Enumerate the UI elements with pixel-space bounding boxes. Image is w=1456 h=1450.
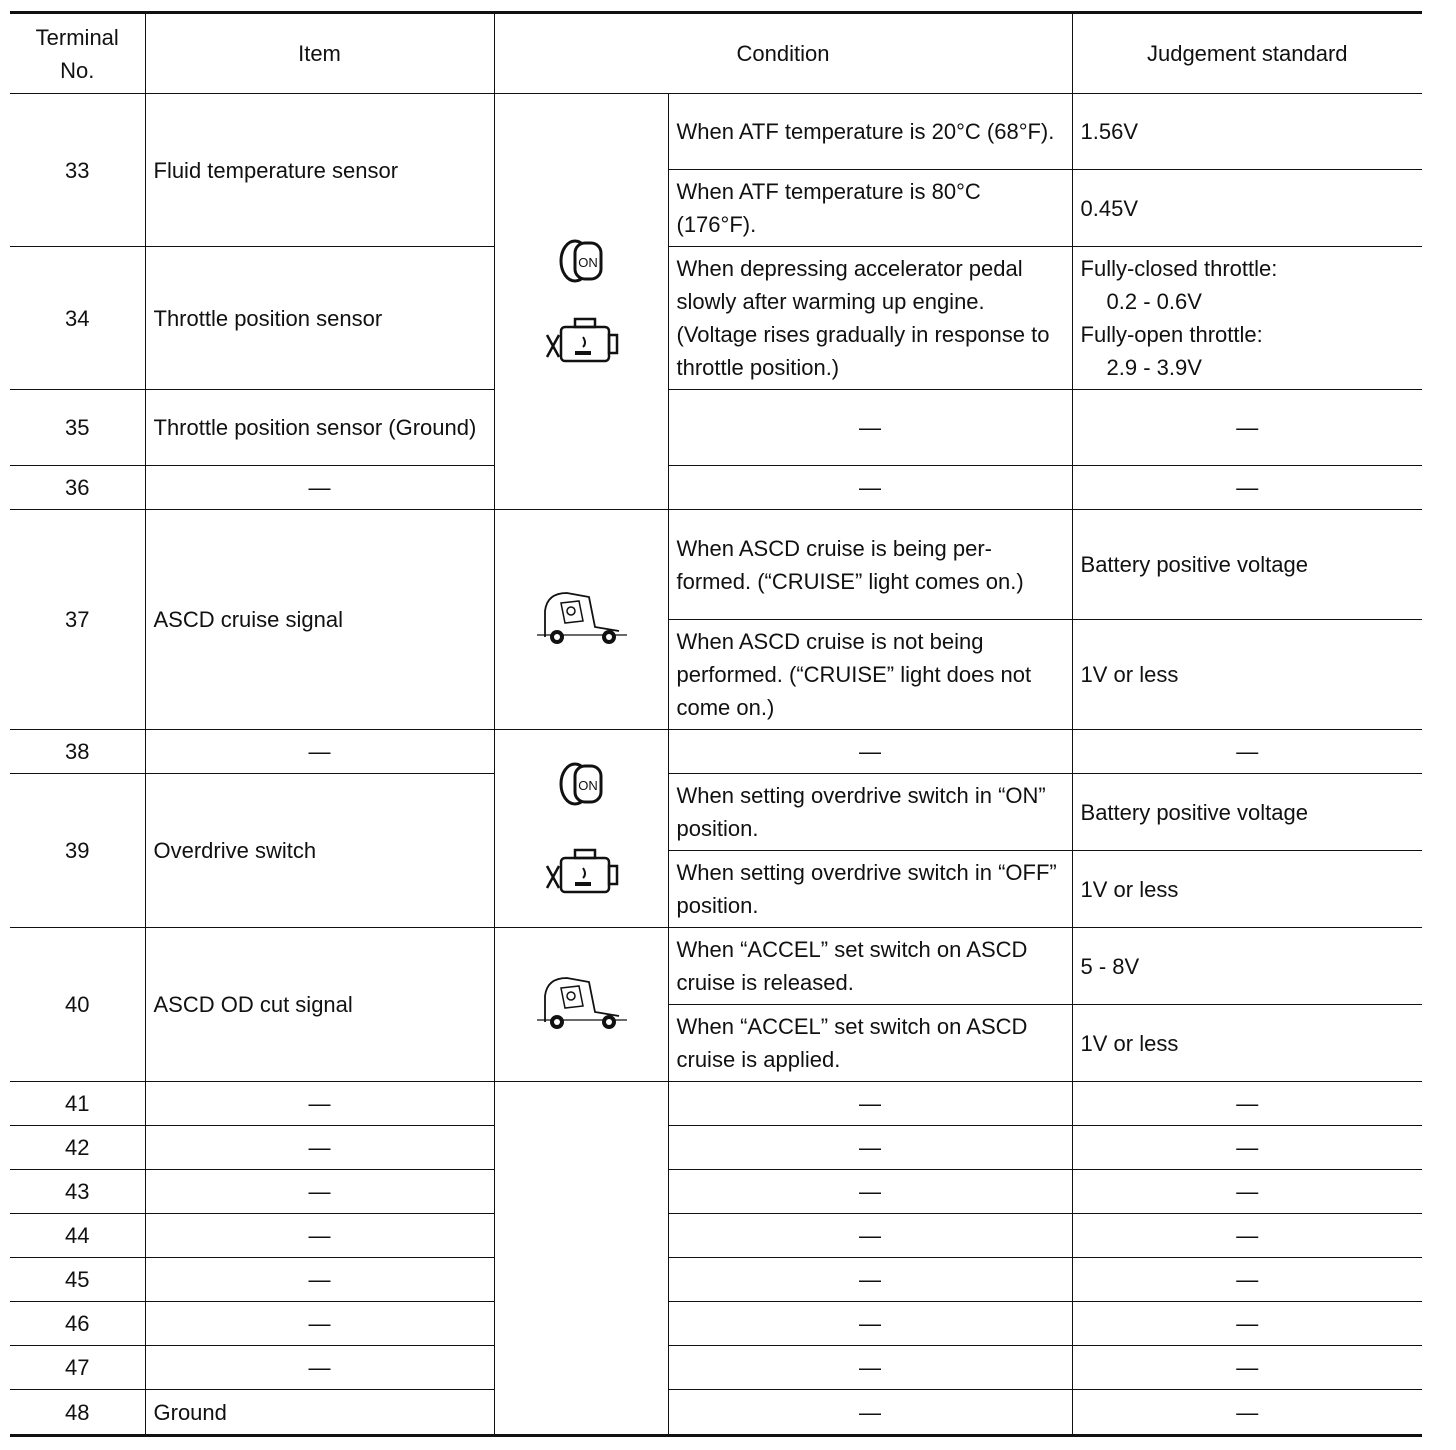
item-name: Overdrive switch bbox=[145, 774, 494, 928]
condition-text: — bbox=[668, 730, 1072, 774]
judgement-value: 1V or less bbox=[1072, 851, 1422, 928]
terminal-no: 40 bbox=[10, 928, 145, 1082]
terminal-no: 46 bbox=[10, 1302, 145, 1346]
item-name: — bbox=[145, 1082, 494, 1126]
condition-icons-driving bbox=[494, 928, 668, 1082]
condition-text: When depressing accelerator pedal slowly after warming up engine. (Voltage rises gradually in response to throttle position.) bbox=[668, 247, 1072, 390]
condition-icons-ignition-engine bbox=[494, 730, 668, 928]
condition-text: — bbox=[668, 1082, 1072, 1126]
judgement-value: Battery positive voltage bbox=[1072, 510, 1422, 620]
judgement-value bbox=[1072, 247, 1422, 390]
judgement-value: — bbox=[1072, 1390, 1422, 1436]
table-row bbox=[10, 1390, 1422, 1436]
terminal-no: 41 bbox=[10, 1082, 145, 1126]
table-row bbox=[10, 1214, 1422, 1258]
judgement-value: — bbox=[1072, 730, 1422, 774]
header-condition: Condition bbox=[494, 13, 1072, 94]
header-item: Item bbox=[145, 13, 494, 94]
judgement-value: — bbox=[1072, 1346, 1422, 1390]
table-row bbox=[10, 390, 1422, 466]
item-name: ASCD OD cut signal bbox=[145, 928, 494, 1082]
condition-text: When setting overdrive switch in “ON” position. bbox=[668, 774, 1072, 851]
table-row bbox=[10, 1082, 1422, 1126]
terminal-no: 35 bbox=[10, 390, 145, 466]
terminal-no: 43 bbox=[10, 1170, 145, 1214]
terminal-no: 37 bbox=[10, 510, 145, 730]
item-name: Throttle position sensor bbox=[145, 247, 494, 390]
terminal-no: 48 bbox=[10, 1390, 145, 1436]
condition-text: — bbox=[668, 1302, 1072, 1346]
condition-icons-ignition-engine bbox=[494, 94, 668, 510]
condition-text: When ATF temperature is 20°C (68°F). bbox=[668, 94, 1072, 170]
ignition-key-on-icon bbox=[551, 235, 611, 285]
table-row bbox=[10, 1170, 1422, 1214]
condition-text: — bbox=[668, 1390, 1072, 1436]
table-row bbox=[10, 1126, 1422, 1170]
terminal-no: 42 bbox=[10, 1126, 145, 1170]
judgement-value: 5 - 8V bbox=[1072, 928, 1422, 1005]
item-name: — bbox=[145, 1258, 494, 1302]
condition-icons-driving bbox=[494, 510, 668, 730]
condition-text: When ASCD cruise is not being performed. (“CRUISE” light does not come on.) bbox=[668, 620, 1072, 730]
condition-text: When ATF temperature is 80°C (176°F). bbox=[668, 170, 1072, 247]
judgement-closed-label: Fully-closed throttle: bbox=[1080, 256, 1278, 281]
item-name: Throttle position sensor (Ground) bbox=[145, 390, 494, 466]
engine-running-icon bbox=[539, 844, 623, 900]
table-row bbox=[10, 1258, 1422, 1302]
judgement-value: — bbox=[1072, 1126, 1422, 1170]
condition-text: When ASCD cruise is being per- formed. (“CRUISE” light comes on.) bbox=[668, 510, 1072, 620]
terminal-spec-table bbox=[10, 11, 1422, 1437]
judgement-value: Battery positive voltage bbox=[1072, 774, 1422, 851]
judgement-value: 1.56V bbox=[1072, 94, 1422, 170]
terminal-no: 45 bbox=[10, 1258, 145, 1302]
judgement-open-label: Fully-open throttle: bbox=[1080, 322, 1263, 347]
table-row bbox=[10, 510, 1422, 620]
svg-text:ON: ON bbox=[578, 777, 598, 793]
item-name: — bbox=[145, 1214, 494, 1258]
judgement-value: — bbox=[1072, 1082, 1422, 1126]
condition-text: When “ACCEL” set switch on ASCD cruise is released. bbox=[668, 928, 1072, 1005]
condition-text: — bbox=[668, 1170, 1072, 1214]
terminal-no: 34 bbox=[10, 247, 145, 390]
header-judgement: Judgement standard bbox=[1072, 13, 1422, 94]
judgement-value: — bbox=[1072, 1214, 1422, 1258]
terminal-no: 33 bbox=[10, 94, 145, 247]
judgement-value: 1V or less bbox=[1072, 620, 1422, 730]
condition-text: When “ACCEL” set switch on ASCD cruise is applied. bbox=[668, 1005, 1072, 1082]
table-row bbox=[10, 928, 1422, 1005]
condition-text: — bbox=[668, 1214, 1072, 1258]
svg-text:ON: ON bbox=[578, 254, 598, 270]
table-row bbox=[10, 1302, 1422, 1346]
table-row bbox=[10, 247, 1422, 390]
condition-icons-empty bbox=[494, 1082, 668, 1436]
header-row bbox=[10, 13, 1422, 94]
condition-text: — bbox=[668, 390, 1072, 466]
terminal-no: 44 bbox=[10, 1214, 145, 1258]
item-name: — bbox=[145, 730, 494, 774]
item-name: — bbox=[145, 1126, 494, 1170]
item-name: — bbox=[145, 466, 494, 510]
judgement-open-value: 2.9 - 3.9V bbox=[1106, 355, 1202, 380]
header-terminal-no: Terminal No. bbox=[10, 13, 145, 94]
judgement-value: — bbox=[1072, 390, 1422, 466]
condition-text: — bbox=[668, 1126, 1072, 1170]
item-name: ASCD cruise signal bbox=[145, 510, 494, 730]
terminal-no: 36 bbox=[10, 466, 145, 510]
judgement-value: 0.45V bbox=[1072, 170, 1422, 247]
item-name: — bbox=[145, 1346, 494, 1390]
vehicle-driving-icon bbox=[531, 587, 631, 653]
condition-text: — bbox=[668, 1346, 1072, 1390]
table-row bbox=[10, 94, 1422, 170]
vehicle-driving-icon bbox=[531, 972, 631, 1038]
item-name: — bbox=[145, 1302, 494, 1346]
judgement-value: — bbox=[1072, 1170, 1422, 1214]
terminal-no: 47 bbox=[10, 1346, 145, 1390]
table-row bbox=[10, 466, 1422, 510]
judgement-closed-value: 0.2 - 0.6V bbox=[1106, 289, 1202, 314]
judgement-value: — bbox=[1072, 1302, 1422, 1346]
judgement-value: — bbox=[1072, 1258, 1422, 1302]
terminal-no: 39 bbox=[10, 774, 145, 928]
item-name: Fluid temperature sensor bbox=[145, 94, 494, 247]
table-row bbox=[10, 730, 1422, 774]
condition-text: — bbox=[668, 466, 1072, 510]
condition-text: When setting overdrive switch in “OFF” position. bbox=[668, 851, 1072, 928]
item-name: — bbox=[145, 1170, 494, 1214]
table-row bbox=[10, 774, 1422, 851]
terminal-no: 38 bbox=[10, 730, 145, 774]
condition-text: — bbox=[668, 1258, 1072, 1302]
table-row bbox=[10, 1346, 1422, 1390]
item-name: Ground bbox=[145, 1390, 494, 1436]
engine-running-icon bbox=[539, 313, 623, 369]
ignition-key-on-icon bbox=[551, 758, 611, 808]
judgement-value: — bbox=[1072, 466, 1422, 510]
judgement-value: 1V or less bbox=[1072, 1005, 1422, 1082]
